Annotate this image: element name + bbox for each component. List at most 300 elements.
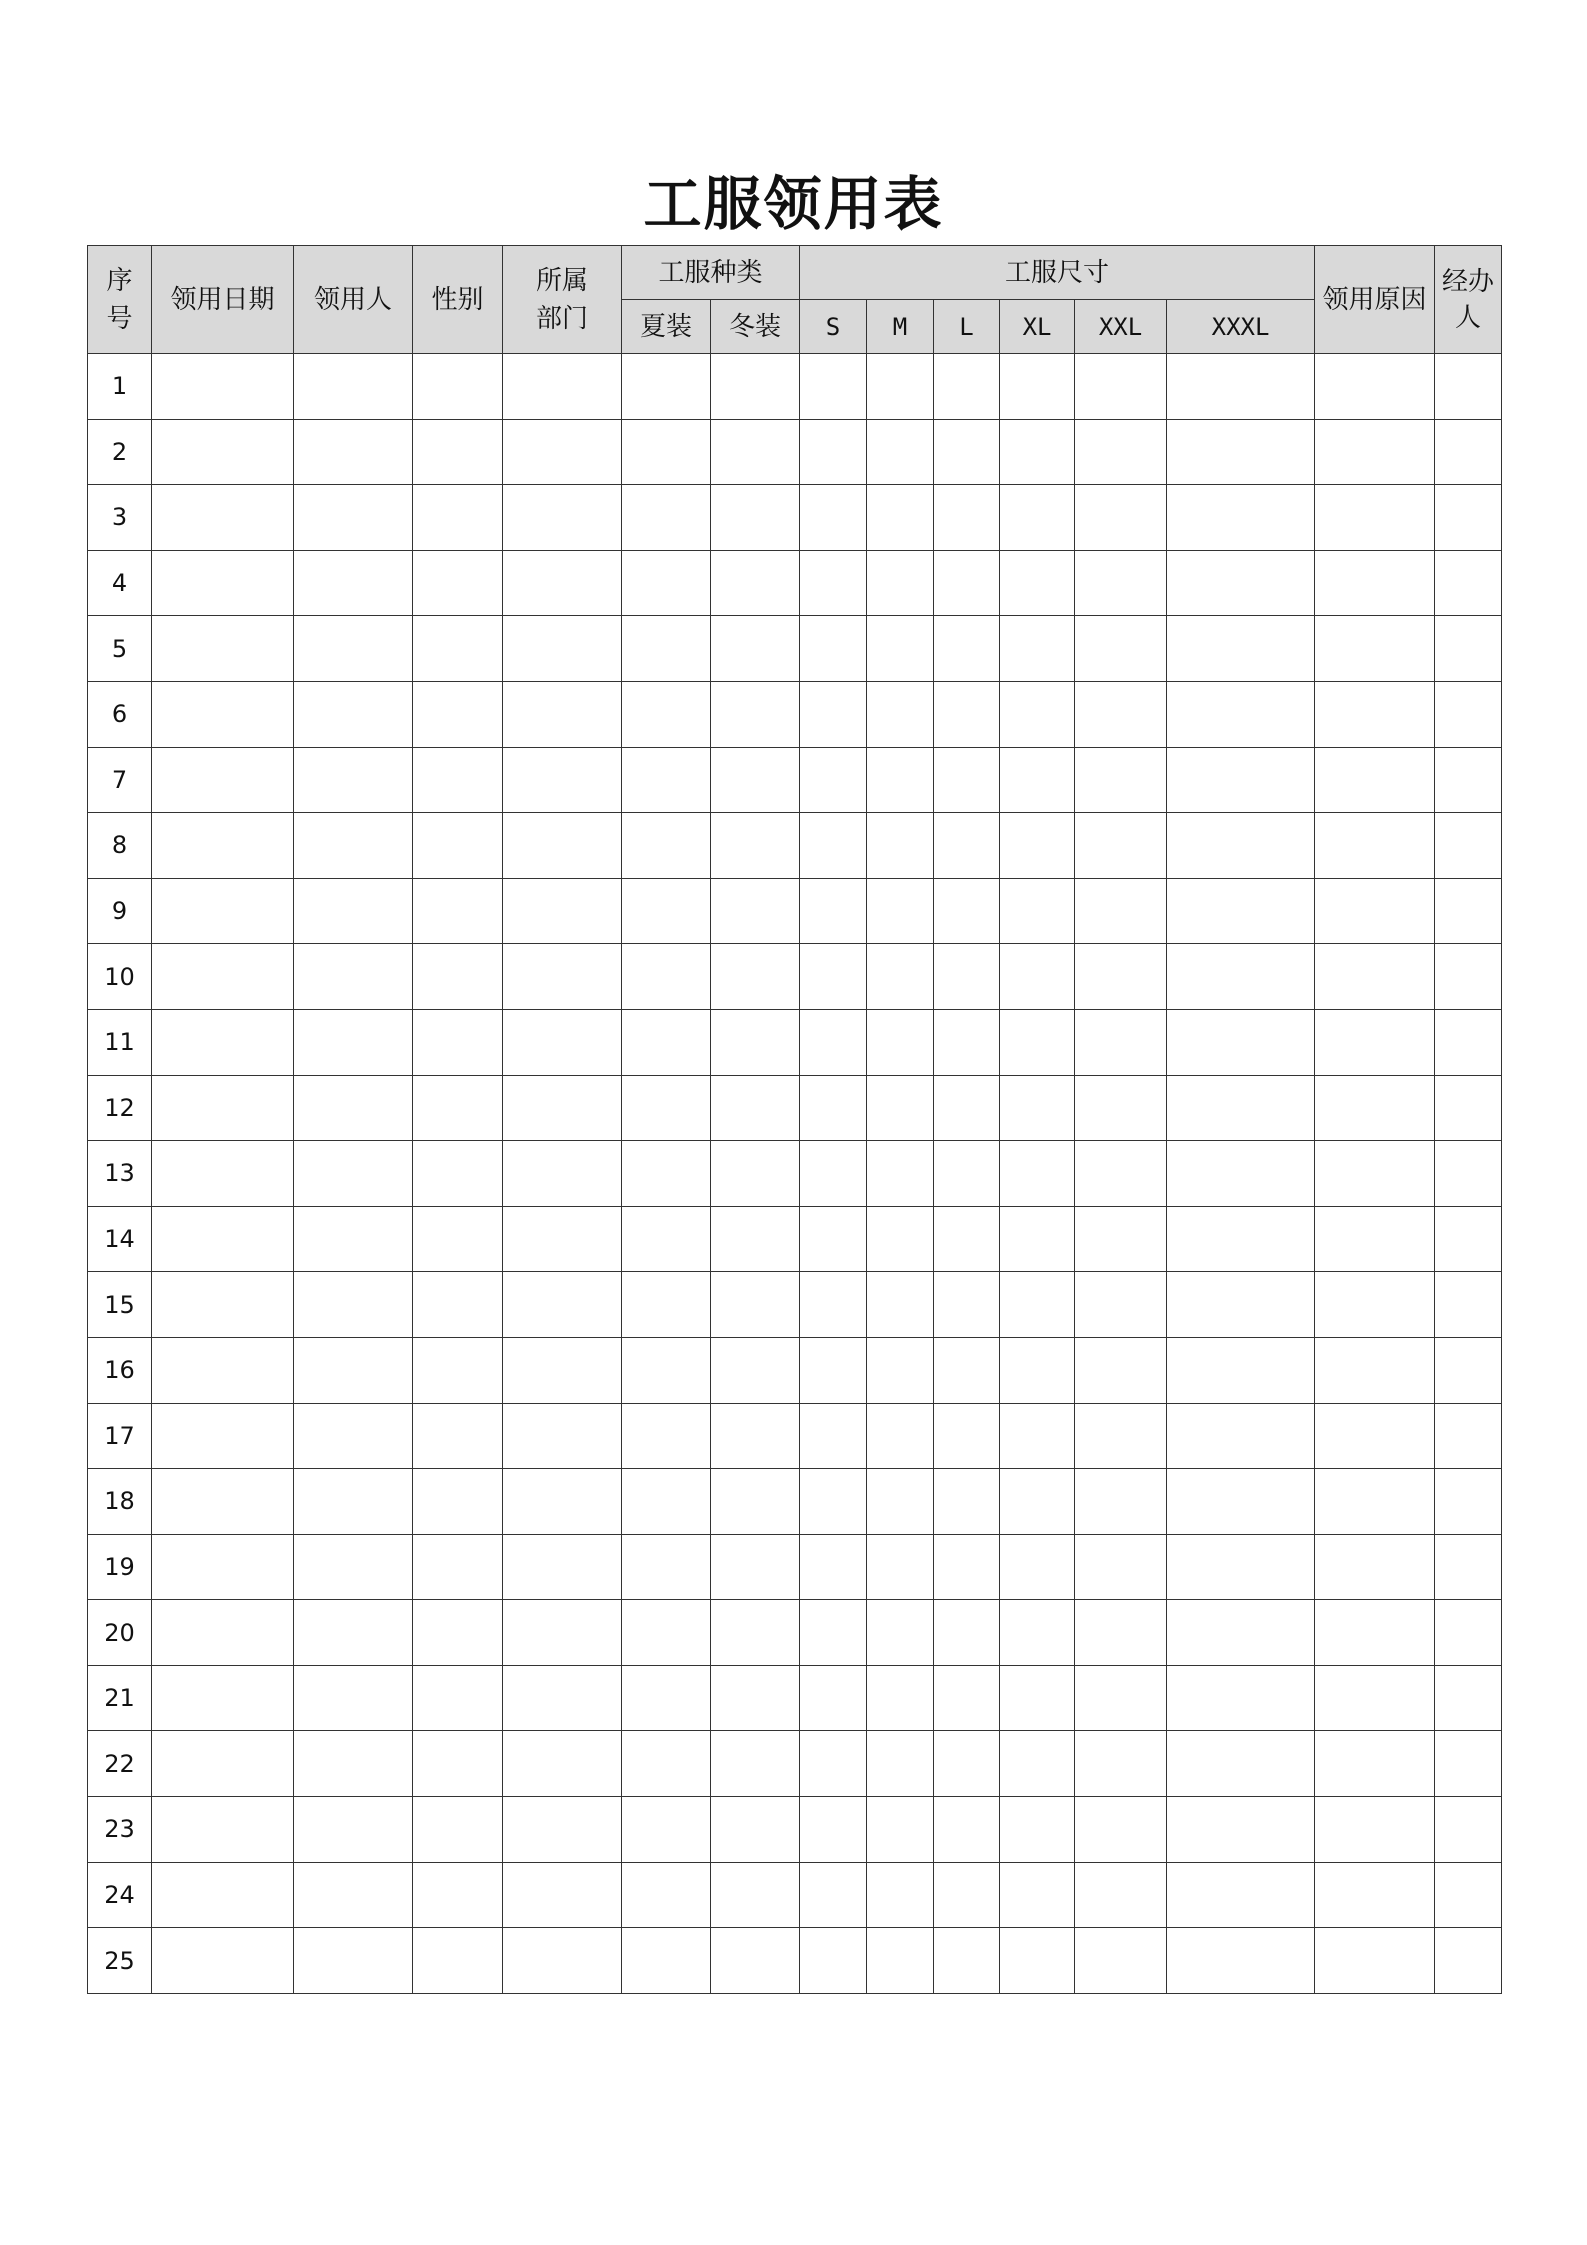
cell-handler[interactable] <box>1435 944 1502 1010</box>
cell-size-xxxl[interactable] <box>1167 550 1315 616</box>
cell-size-m[interactable] <box>867 681 934 747</box>
cell-reason[interactable] <box>1315 878 1435 944</box>
cell-date[interactable] <box>152 1862 294 1928</box>
cell-department[interactable] <box>503 747 622 813</box>
cell-size-xxl[interactable] <box>1075 616 1167 682</box>
cell-reason[interactable] <box>1315 1731 1435 1797</box>
cell-size-l[interactable] <box>934 1337 1000 1403</box>
cell-reason[interactable] <box>1315 681 1435 747</box>
cell-size-xxxl[interactable] <box>1167 1141 1315 1207</box>
cell-department[interactable] <box>503 1272 622 1338</box>
cell-winter[interactable] <box>711 1797 800 1863</box>
cell-gender[interactable] <box>413 354 503 420</box>
cell-handler[interactable] <box>1435 1665 1502 1731</box>
cell-size-m[interactable] <box>867 1797 934 1863</box>
cell-size-xl[interactable] <box>1000 1797 1075 1863</box>
cell-reason[interactable] <box>1315 1337 1435 1403</box>
cell-date[interactable] <box>152 813 294 879</box>
cell-gender[interactable] <box>413 944 503 1010</box>
cell-size-xl[interactable] <box>1000 616 1075 682</box>
cell-size-s[interactable] <box>800 485 867 551</box>
cell-size-s[interactable] <box>800 1141 867 1207</box>
cell-person[interactable] <box>294 1731 413 1797</box>
cell-person[interactable] <box>294 1337 413 1403</box>
cell-department[interactable] <box>503 1928 622 1994</box>
cell-size-xxl[interactable] <box>1075 1862 1167 1928</box>
cell-gender[interactable] <box>413 1665 503 1731</box>
cell-size-l[interactable] <box>934 1600 1000 1666</box>
cell-reason[interactable] <box>1315 813 1435 879</box>
cell-size-xxl[interactable] <box>1075 944 1167 1010</box>
cell-reason[interactable] <box>1315 747 1435 813</box>
cell-summer[interactable] <box>622 1272 711 1338</box>
cell-summer[interactable] <box>622 419 711 485</box>
cell-gender[interactable] <box>413 878 503 944</box>
cell-size-xl[interactable] <box>1000 1534 1075 1600</box>
cell-summer[interactable] <box>622 944 711 1010</box>
cell-size-xxxl[interactable] <box>1167 813 1315 879</box>
cell-size-xxl[interactable] <box>1075 1600 1167 1666</box>
cell-summer[interactable] <box>622 616 711 682</box>
cell-summer[interactable] <box>622 1141 711 1207</box>
cell-winter[interactable] <box>711 1141 800 1207</box>
cell-size-xxxl[interactable] <box>1167 878 1315 944</box>
cell-gender[interactable] <box>413 1797 503 1863</box>
cell-person[interactable] <box>294 485 413 551</box>
cell-size-s[interactable] <box>800 813 867 879</box>
cell-reason[interactable] <box>1315 616 1435 682</box>
cell-size-m[interactable] <box>867 747 934 813</box>
cell-handler[interactable] <box>1435 354 1502 420</box>
cell-handler[interactable] <box>1435 1403 1502 1469</box>
cell-size-xxl[interactable] <box>1075 681 1167 747</box>
cell-size-s[interactable] <box>800 1534 867 1600</box>
cell-date[interactable] <box>152 1928 294 1994</box>
cell-size-xxl[interactable] <box>1075 1534 1167 1600</box>
cell-winter[interactable] <box>711 1534 800 1600</box>
cell-handler[interactable] <box>1435 1928 1502 1994</box>
cell-department[interactable] <box>503 1075 622 1141</box>
cell-size-m[interactable] <box>867 1731 934 1797</box>
cell-handler[interactable] <box>1435 419 1502 485</box>
cell-size-xl[interactable] <box>1000 878 1075 944</box>
cell-size-xxxl[interactable] <box>1167 1600 1315 1666</box>
cell-department[interactable] <box>503 550 622 616</box>
cell-size-xxl[interactable] <box>1075 878 1167 944</box>
cell-size-xxl[interactable] <box>1075 747 1167 813</box>
cell-reason[interactable] <box>1315 1600 1435 1666</box>
cell-size-xl[interactable] <box>1000 1731 1075 1797</box>
cell-handler[interactable] <box>1435 616 1502 682</box>
cell-size-xxl[interactable] <box>1075 485 1167 551</box>
cell-size-m[interactable] <box>867 1206 934 1272</box>
cell-date[interactable] <box>152 944 294 1010</box>
cell-department[interactable] <box>503 1206 622 1272</box>
cell-summer[interactable] <box>622 1403 711 1469</box>
cell-winter[interactable] <box>711 1337 800 1403</box>
cell-size-l[interactable] <box>934 1731 1000 1797</box>
cell-person[interactable] <box>294 1075 413 1141</box>
cell-size-xl[interactable] <box>1000 747 1075 813</box>
cell-size-m[interactable] <box>867 944 934 1010</box>
cell-size-xxxl[interactable] <box>1167 1009 1315 1075</box>
cell-size-xxxl[interactable] <box>1167 1337 1315 1403</box>
cell-size-l[interactable] <box>934 1797 1000 1863</box>
cell-reason[interactable] <box>1315 944 1435 1010</box>
cell-person[interactable] <box>294 1009 413 1075</box>
cell-size-xxxl[interactable] <box>1167 1206 1315 1272</box>
cell-size-s[interactable] <box>800 1206 867 1272</box>
cell-date[interactable] <box>152 1272 294 1338</box>
cell-winter[interactable] <box>711 1009 800 1075</box>
cell-size-s[interactable] <box>800 1469 867 1535</box>
cell-winter[interactable] <box>711 878 800 944</box>
cell-handler[interactable] <box>1435 1797 1502 1863</box>
cell-date[interactable] <box>152 1534 294 1600</box>
cell-gender[interactable] <box>413 681 503 747</box>
cell-department[interactable] <box>503 1141 622 1207</box>
cell-size-xl[interactable] <box>1000 1075 1075 1141</box>
cell-size-xl[interactable] <box>1000 681 1075 747</box>
cell-size-xl[interactable] <box>1000 1928 1075 1994</box>
cell-gender[interactable] <box>413 813 503 879</box>
cell-handler[interactable] <box>1435 1731 1502 1797</box>
cell-department[interactable] <box>503 1797 622 1863</box>
cell-size-l[interactable] <box>934 1009 1000 1075</box>
cell-size-xxl[interactable] <box>1075 1469 1167 1535</box>
cell-handler[interactable] <box>1435 1337 1502 1403</box>
cell-size-xxl[interactable] <box>1075 354 1167 420</box>
cell-date[interactable] <box>152 747 294 813</box>
cell-size-s[interactable] <box>800 550 867 616</box>
cell-size-xl[interactable] <box>1000 485 1075 551</box>
cell-summer[interactable] <box>622 878 711 944</box>
cell-size-l[interactable] <box>934 616 1000 682</box>
cell-size-xxxl[interactable] <box>1167 1862 1315 1928</box>
cell-reason[interactable] <box>1315 550 1435 616</box>
cell-size-xxxl[interactable] <box>1167 1469 1315 1535</box>
cell-gender[interactable] <box>413 1272 503 1338</box>
cell-size-m[interactable] <box>867 1009 934 1075</box>
cell-size-l[interactable] <box>934 1665 1000 1731</box>
cell-size-xl[interactable] <box>1000 1862 1075 1928</box>
cell-handler[interactable] <box>1435 485 1502 551</box>
cell-gender[interactable] <box>413 1403 503 1469</box>
cell-handler[interactable] <box>1435 681 1502 747</box>
cell-handler[interactable] <box>1435 1141 1502 1207</box>
cell-date[interactable] <box>152 1141 294 1207</box>
cell-handler[interactable] <box>1435 1272 1502 1338</box>
cell-size-l[interactable] <box>934 1403 1000 1469</box>
cell-size-m[interactable] <box>867 1534 934 1600</box>
cell-person[interactable] <box>294 1862 413 1928</box>
cell-reason[interactable] <box>1315 1009 1435 1075</box>
cell-department[interactable] <box>503 419 622 485</box>
cell-summer[interactable] <box>622 1337 711 1403</box>
cell-size-m[interactable] <box>867 1862 934 1928</box>
cell-size-xxl[interactable] <box>1075 1075 1167 1141</box>
cell-date[interactable] <box>152 1403 294 1469</box>
cell-winter[interactable] <box>711 1928 800 1994</box>
cell-size-l[interactable] <box>934 419 1000 485</box>
cell-size-xxl[interactable] <box>1075 1009 1167 1075</box>
cell-gender[interactable] <box>413 1075 503 1141</box>
cell-size-xxxl[interactable] <box>1167 747 1315 813</box>
cell-size-s[interactable] <box>800 1731 867 1797</box>
cell-size-xxxl[interactable] <box>1167 1928 1315 1994</box>
cell-size-s[interactable] <box>800 616 867 682</box>
cell-person[interactable] <box>294 681 413 747</box>
cell-size-xxl[interactable] <box>1075 1665 1167 1731</box>
cell-department[interactable] <box>503 1403 622 1469</box>
cell-size-m[interactable] <box>867 1665 934 1731</box>
cell-size-s[interactable] <box>800 1928 867 1994</box>
cell-department[interactable] <box>503 1665 622 1731</box>
cell-summer[interactable] <box>622 1206 711 1272</box>
cell-size-xl[interactable] <box>1000 813 1075 879</box>
cell-size-l[interactable] <box>934 354 1000 420</box>
cell-reason[interactable] <box>1315 1797 1435 1863</box>
cell-size-xl[interactable] <box>1000 1665 1075 1731</box>
cell-reason[interactable] <box>1315 419 1435 485</box>
cell-reason[interactable] <box>1315 1403 1435 1469</box>
cell-department[interactable] <box>503 681 622 747</box>
cell-size-m[interactable] <box>867 813 934 879</box>
cell-size-xxl[interactable] <box>1075 813 1167 879</box>
cell-gender[interactable] <box>413 485 503 551</box>
cell-size-xxl[interactable] <box>1075 419 1167 485</box>
cell-gender[interactable] <box>413 1009 503 1075</box>
cell-winter[interactable] <box>711 747 800 813</box>
cell-person[interactable] <box>294 1534 413 1600</box>
cell-handler[interactable] <box>1435 1534 1502 1600</box>
cell-handler[interactable] <box>1435 813 1502 879</box>
cell-handler[interactable] <box>1435 1862 1502 1928</box>
cell-handler[interactable] <box>1435 1469 1502 1535</box>
cell-winter[interactable] <box>711 1403 800 1469</box>
cell-size-m[interactable] <box>867 1469 934 1535</box>
cell-size-m[interactable] <box>867 616 934 682</box>
cell-person[interactable] <box>294 1469 413 1535</box>
cell-size-l[interactable] <box>934 747 1000 813</box>
cell-summer[interactable] <box>622 1009 711 1075</box>
cell-date[interactable] <box>152 1469 294 1535</box>
cell-person[interactable] <box>294 1272 413 1338</box>
cell-date[interactable] <box>152 1075 294 1141</box>
cell-size-xxxl[interactable] <box>1167 485 1315 551</box>
cell-person[interactable] <box>294 813 413 879</box>
cell-gender[interactable] <box>413 419 503 485</box>
cell-size-s[interactable] <box>800 747 867 813</box>
cell-summer[interactable] <box>622 1075 711 1141</box>
cell-size-s[interactable] <box>800 1797 867 1863</box>
cell-size-xxl[interactable] <box>1075 1403 1167 1469</box>
cell-size-xxl[interactable] <box>1075 550 1167 616</box>
cell-summer[interactable] <box>622 1928 711 1994</box>
cell-gender[interactable] <box>413 550 503 616</box>
cell-size-s[interactable] <box>800 1337 867 1403</box>
cell-size-xl[interactable] <box>1000 1403 1075 1469</box>
cell-department[interactable] <box>503 944 622 1010</box>
cell-department[interactable] <box>503 1862 622 1928</box>
cell-date[interactable] <box>152 1731 294 1797</box>
cell-person[interactable] <box>294 1206 413 1272</box>
cell-summer[interactable] <box>622 813 711 879</box>
cell-date[interactable] <box>152 1600 294 1666</box>
cell-size-xxxl[interactable] <box>1167 1731 1315 1797</box>
cell-date[interactable] <box>152 616 294 682</box>
cell-size-xxl[interactable] <box>1075 1206 1167 1272</box>
cell-handler[interactable] <box>1435 550 1502 616</box>
cell-handler[interactable] <box>1435 1075 1502 1141</box>
cell-reason[interactable] <box>1315 1469 1435 1535</box>
cell-size-xl[interactable] <box>1000 1337 1075 1403</box>
cell-size-xxxl[interactable] <box>1167 616 1315 682</box>
cell-date[interactable] <box>152 878 294 944</box>
cell-size-l[interactable] <box>934 1534 1000 1600</box>
cell-winter[interactable] <box>711 485 800 551</box>
cell-size-m[interactable] <box>867 1600 934 1666</box>
cell-size-xl[interactable] <box>1000 1206 1075 1272</box>
cell-size-m[interactable] <box>867 485 934 551</box>
cell-gender[interactable] <box>413 1469 503 1535</box>
cell-size-l[interactable] <box>934 1206 1000 1272</box>
cell-reason[interactable] <box>1315 1534 1435 1600</box>
cell-size-xxl[interactable] <box>1075 1272 1167 1338</box>
cell-person[interactable] <box>294 354 413 420</box>
cell-winter[interactable] <box>711 354 800 420</box>
cell-size-m[interactable] <box>867 1141 934 1207</box>
cell-size-m[interactable] <box>867 550 934 616</box>
cell-date[interactable] <box>152 1665 294 1731</box>
cell-size-xxxl[interactable] <box>1167 681 1315 747</box>
cell-department[interactable] <box>503 1009 622 1075</box>
cell-date[interactable] <box>152 1206 294 1272</box>
cell-size-m[interactable] <box>867 1403 934 1469</box>
cell-size-xxxl[interactable] <box>1167 1797 1315 1863</box>
cell-size-xl[interactable] <box>1000 550 1075 616</box>
cell-person[interactable] <box>294 1928 413 1994</box>
cell-person[interactable] <box>294 1797 413 1863</box>
cell-handler[interactable] <box>1435 1009 1502 1075</box>
cell-size-xxl[interactable] <box>1075 1141 1167 1207</box>
cell-size-m[interactable] <box>867 878 934 944</box>
cell-reason[interactable] <box>1315 1862 1435 1928</box>
cell-size-xxxl[interactable] <box>1167 1272 1315 1338</box>
cell-reason[interactable] <box>1315 1141 1435 1207</box>
cell-size-s[interactable] <box>800 1665 867 1731</box>
cell-size-xl[interactable] <box>1000 944 1075 1010</box>
cell-reason[interactable] <box>1315 1075 1435 1141</box>
cell-size-l[interactable] <box>934 550 1000 616</box>
cell-person[interactable] <box>294 944 413 1010</box>
cell-reason[interactable] <box>1315 485 1435 551</box>
cell-size-xl[interactable] <box>1000 1141 1075 1207</box>
cell-department[interactable] <box>503 1469 622 1535</box>
cell-department[interactable] <box>503 1731 622 1797</box>
cell-date[interactable] <box>152 485 294 551</box>
cell-date[interactable] <box>152 681 294 747</box>
cell-gender[interactable] <box>413 1862 503 1928</box>
cell-summer[interactable] <box>622 1534 711 1600</box>
cell-size-m[interactable] <box>867 1337 934 1403</box>
cell-summer[interactable] <box>622 354 711 420</box>
cell-size-l[interactable] <box>934 1862 1000 1928</box>
cell-person[interactable] <box>294 1403 413 1469</box>
cell-handler[interactable] <box>1435 747 1502 813</box>
cell-size-xxxl[interactable] <box>1167 1665 1315 1731</box>
cell-size-s[interactable] <box>800 1009 867 1075</box>
cell-winter[interactable] <box>711 1862 800 1928</box>
cell-date[interactable] <box>152 1337 294 1403</box>
cell-reason[interactable] <box>1315 1206 1435 1272</box>
cell-winter[interactable] <box>711 1075 800 1141</box>
cell-winter[interactable] <box>711 1665 800 1731</box>
cell-reason[interactable] <box>1315 1272 1435 1338</box>
cell-size-xl[interactable] <box>1000 419 1075 485</box>
cell-person[interactable] <box>294 1665 413 1731</box>
cell-gender[interactable] <box>413 1731 503 1797</box>
cell-winter[interactable] <box>711 616 800 682</box>
cell-summer[interactable] <box>622 681 711 747</box>
cell-person[interactable] <box>294 550 413 616</box>
cell-size-xxxl[interactable] <box>1167 1403 1315 1469</box>
cell-winter[interactable] <box>711 1469 800 1535</box>
cell-size-l[interactable] <box>934 681 1000 747</box>
cell-gender[interactable] <box>413 1600 503 1666</box>
cell-size-l[interactable] <box>934 485 1000 551</box>
cell-size-l[interactable] <box>934 878 1000 944</box>
cell-size-l[interactable] <box>934 1928 1000 1994</box>
cell-winter[interactable] <box>711 944 800 1010</box>
cell-winter[interactable] <box>711 1731 800 1797</box>
cell-department[interactable] <box>503 878 622 944</box>
cell-winter[interactable] <box>711 681 800 747</box>
cell-size-s[interactable] <box>800 1862 867 1928</box>
cell-department[interactable] <box>503 1534 622 1600</box>
cell-size-xxl[interactable] <box>1075 1797 1167 1863</box>
cell-size-xl[interactable] <box>1000 1600 1075 1666</box>
cell-size-xxl[interactable] <box>1075 1731 1167 1797</box>
cell-gender[interactable] <box>413 1206 503 1272</box>
cell-reason[interactable] <box>1315 1665 1435 1731</box>
cell-size-xxxl[interactable] <box>1167 944 1315 1010</box>
cell-summer[interactable] <box>622 550 711 616</box>
cell-size-s[interactable] <box>800 1600 867 1666</box>
cell-gender[interactable] <box>413 1534 503 1600</box>
cell-size-xxl[interactable] <box>1075 1928 1167 1994</box>
cell-handler[interactable] <box>1435 1600 1502 1666</box>
cell-size-m[interactable] <box>867 354 934 420</box>
cell-person[interactable] <box>294 616 413 682</box>
cell-date[interactable] <box>152 1009 294 1075</box>
cell-date[interactable] <box>152 1797 294 1863</box>
cell-summer[interactable] <box>622 1600 711 1666</box>
cell-size-s[interactable] <box>800 1403 867 1469</box>
cell-gender[interactable] <box>413 1928 503 1994</box>
cell-size-m[interactable] <box>867 419 934 485</box>
cell-size-xxxl[interactable] <box>1167 1075 1315 1141</box>
cell-size-s[interactable] <box>800 878 867 944</box>
cell-size-m[interactable] <box>867 1075 934 1141</box>
cell-summer[interactable] <box>622 1862 711 1928</box>
cell-person[interactable] <box>294 878 413 944</box>
cell-summer[interactable] <box>622 1665 711 1731</box>
cell-size-m[interactable] <box>867 1272 934 1338</box>
cell-size-xxxl[interactable] <box>1167 419 1315 485</box>
cell-department[interactable] <box>503 1337 622 1403</box>
cell-winter[interactable] <box>711 813 800 879</box>
